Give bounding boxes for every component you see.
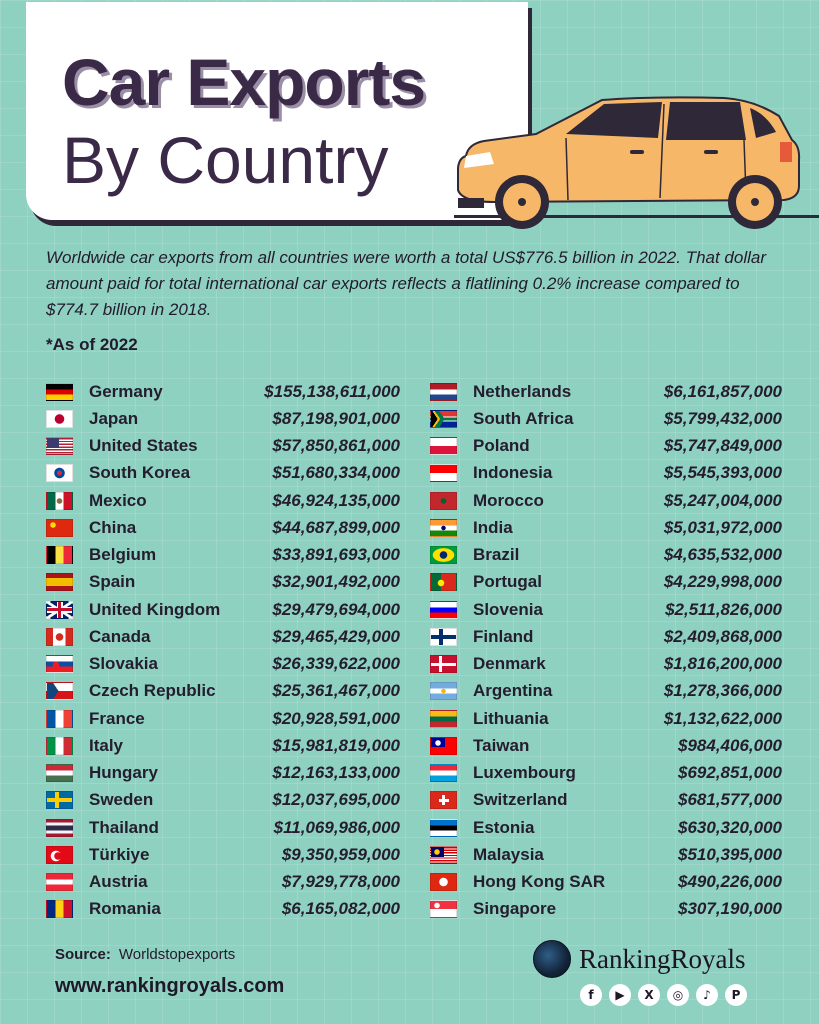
argentina-flag-icon bbox=[430, 682, 457, 700]
luxembourg-flag-icon bbox=[430, 764, 457, 782]
list-item bbox=[430, 869, 782, 896]
export-value: $155,138,611,000 bbox=[264, 381, 400, 401]
country-name: Belgium bbox=[89, 545, 157, 565]
list-item bbox=[46, 433, 400, 460]
taiwan-flag-icon bbox=[430, 737, 457, 755]
export-value: $5,247,004,000 bbox=[663, 490, 782, 510]
country-name: Sweden bbox=[89, 790, 154, 810]
country-name: Slovenia bbox=[473, 599, 543, 619]
czech-flag-icon bbox=[46, 682, 73, 700]
export-value: $307,190,000 bbox=[678, 899, 782, 919]
country-name: South Africa bbox=[473, 408, 574, 428]
intro-paragraph: Worldwide car exports from all countries were worth a total US$776.5 billion in 2022. That dollar amount paid for total international car exports reflects a flatlining 0.2% increase compared to $774.7 billion in 2018. bbox=[46, 248, 767, 319]
list-item bbox=[46, 460, 400, 487]
instagram-icon[interactable]: ◎ bbox=[667, 984, 689, 1006]
list-item bbox=[430, 814, 782, 841]
list-item bbox=[430, 514, 782, 541]
japan-flag-icon bbox=[46, 410, 73, 428]
country-name: Morocco bbox=[473, 490, 544, 510]
export-value: $57,850,861,000 bbox=[272, 436, 400, 456]
export-value: $5,747,849,000 bbox=[663, 436, 782, 456]
export-value: $5,545,393,000 bbox=[663, 463, 782, 483]
source-label: Source: bbox=[55, 946, 111, 963]
list-item bbox=[430, 623, 782, 650]
export-value: $32,901,492,000 bbox=[272, 572, 400, 592]
export-value: $11,069,986,000 bbox=[273, 817, 400, 837]
left-country-list bbox=[46, 378, 400, 923]
export-value: $5,799,432,000 bbox=[663, 408, 782, 428]
hungary-flag-icon bbox=[46, 764, 73, 782]
export-value: $5,031,972,000 bbox=[663, 517, 782, 537]
list-item bbox=[430, 542, 782, 569]
social-links bbox=[580, 984, 754, 1006]
brazil-flag-icon bbox=[430, 546, 457, 564]
list-item bbox=[430, 651, 782, 678]
country-name: South Korea bbox=[89, 463, 191, 483]
sweden-flag-icon bbox=[46, 791, 73, 809]
list-item bbox=[430, 405, 782, 432]
list-item bbox=[46, 542, 400, 569]
belgium-flag-icon bbox=[46, 546, 73, 564]
list-item bbox=[430, 460, 782, 487]
export-value: $9,350,959,000 bbox=[281, 844, 400, 864]
list-item bbox=[430, 378, 782, 405]
list-item bbox=[430, 760, 782, 787]
export-value: $630,320,000 bbox=[678, 817, 782, 837]
country-name: Malaysia bbox=[473, 844, 544, 864]
france-flag-icon bbox=[46, 710, 73, 728]
list-item bbox=[430, 732, 782, 759]
export-value: $681,577,000 bbox=[678, 790, 782, 810]
malaysia-flag-icon bbox=[430, 846, 457, 864]
canada-flag-icon bbox=[46, 628, 73, 646]
indonesia-flag-icon bbox=[430, 464, 457, 482]
list-item bbox=[46, 705, 400, 732]
page-subtitle: By Country bbox=[62, 123, 389, 197]
as-of-note: *As of 2022 bbox=[46, 335, 138, 354]
romania-flag-icon bbox=[46, 900, 73, 918]
slovakia-flag-icon bbox=[46, 655, 73, 673]
south-africa-flag-icon bbox=[430, 410, 457, 428]
list-item bbox=[46, 814, 400, 841]
country-name: Portugal bbox=[473, 572, 542, 592]
italy-flag-icon bbox=[46, 737, 73, 755]
globe-icon bbox=[533, 940, 571, 978]
country-name: Thailand bbox=[89, 817, 159, 837]
export-value: $7,929,778,000 bbox=[281, 872, 400, 892]
list-item bbox=[430, 433, 782, 460]
country-name: Hungary bbox=[89, 763, 158, 783]
export-value: $2,409,868,000 bbox=[663, 626, 782, 646]
list-item bbox=[46, 787, 400, 814]
car-illustration bbox=[454, 94, 819, 234]
china-flag-icon bbox=[46, 519, 73, 537]
export-value: $984,406,000 bbox=[678, 735, 782, 755]
list-item bbox=[430, 787, 782, 814]
usa-flag-icon bbox=[46, 437, 73, 455]
export-value: $25,361,467,000 bbox=[272, 681, 400, 701]
export-value: $4,229,998,000 bbox=[663, 572, 782, 592]
export-value: $6,161,857,000 bbox=[663, 381, 782, 401]
country-name: Finland bbox=[473, 626, 534, 646]
country-name: India bbox=[473, 517, 513, 537]
country-name: Slovakia bbox=[89, 654, 158, 674]
germany-flag-icon bbox=[46, 383, 73, 401]
list-item bbox=[46, 623, 400, 650]
portugal-flag-icon bbox=[430, 573, 457, 591]
country-name: United Kingdom bbox=[89, 599, 221, 619]
export-value: $29,465,429,000 bbox=[272, 626, 400, 646]
export-value: $29,479,694,000 bbox=[272, 599, 400, 619]
page-title: Car Exports bbox=[62, 45, 426, 119]
right-country-list bbox=[430, 378, 782, 923]
spain-flag-icon bbox=[46, 573, 73, 591]
list-item bbox=[46, 732, 400, 759]
export-value: $1,278,366,000 bbox=[663, 681, 782, 701]
mexico-flag-icon bbox=[46, 492, 73, 510]
youtube-icon[interactable]: ▶ bbox=[609, 984, 631, 1006]
country-name: Mexico bbox=[89, 490, 147, 510]
source-line bbox=[55, 946, 235, 963]
country-name: Türkiye bbox=[89, 844, 150, 864]
country-name: Germany bbox=[89, 381, 163, 401]
export-value: $510,395,000 bbox=[678, 844, 782, 864]
switzerland-flag-icon bbox=[430, 791, 457, 809]
export-value: $2,511,826,000 bbox=[665, 599, 782, 619]
list-item bbox=[430, 841, 782, 868]
list-item bbox=[46, 405, 400, 432]
export-value: $6,165,082,000 bbox=[281, 899, 400, 919]
export-value: $46,924,135,000 bbox=[272, 490, 400, 510]
brand-name: RankingRoyals bbox=[579, 943, 746, 974]
export-value: $51,680,334,000 bbox=[272, 463, 400, 483]
country-name: Netherlands bbox=[473, 381, 572, 401]
turkiye-flag-icon bbox=[46, 846, 73, 864]
list-item bbox=[46, 678, 400, 705]
hong-kong-flag-icon bbox=[430, 873, 457, 891]
export-value: $4,635,532,000 bbox=[663, 545, 782, 565]
country-name: China bbox=[89, 517, 137, 537]
list-item bbox=[430, 705, 782, 732]
website-link[interactable]: www.rankingroyals.com bbox=[55, 975, 285, 997]
export-value: $1,816,200,000 bbox=[663, 654, 782, 674]
export-value: $15,981,819,000 bbox=[272, 735, 400, 755]
country-name: Austria bbox=[89, 872, 148, 892]
tiktok-icon[interactable]: ♪ bbox=[696, 984, 718, 1006]
thailand-flag-icon bbox=[46, 819, 73, 837]
list-item bbox=[46, 487, 400, 514]
export-value: $20,928,591,000 bbox=[272, 708, 400, 728]
list-item bbox=[46, 569, 400, 596]
country-name: Lithuania bbox=[473, 708, 549, 728]
export-value: $12,037,695,000 bbox=[272, 790, 400, 810]
source-value: Worldstopexports bbox=[118, 946, 236, 963]
country-name: Estonia bbox=[473, 817, 535, 837]
country-name: Denmark bbox=[473, 654, 546, 674]
country-name: Japan bbox=[89, 408, 139, 428]
export-value: $692,851,000 bbox=[678, 763, 782, 783]
estonia-flag-icon bbox=[430, 819, 457, 837]
country-name: Italy bbox=[89, 735, 124, 755]
export-value: $33,891,693,000 bbox=[272, 545, 400, 565]
singapore-flag-icon bbox=[430, 900, 457, 918]
list-item bbox=[46, 760, 400, 787]
list-item bbox=[46, 841, 400, 868]
lithuania-flag-icon bbox=[430, 710, 457, 728]
poland-flag-icon bbox=[430, 437, 457, 455]
country-name: Singapore bbox=[473, 899, 557, 919]
export-value: $87,198,901,000 bbox=[272, 408, 400, 428]
south-korea-flag-icon bbox=[46, 464, 73, 482]
country-name: Taiwan bbox=[473, 735, 530, 755]
export-value: $490,226,000 bbox=[678, 872, 782, 892]
list-item bbox=[430, 487, 782, 514]
list-item bbox=[46, 651, 400, 678]
list-item bbox=[46, 596, 400, 623]
india-flag-icon bbox=[430, 519, 457, 537]
country-name: Argentina bbox=[473, 681, 553, 701]
x-icon[interactable]: X bbox=[638, 984, 660, 1006]
list-item bbox=[430, 596, 782, 623]
list-item bbox=[46, 869, 400, 896]
country-name: Romania bbox=[89, 899, 161, 919]
country-name: Poland bbox=[473, 436, 530, 456]
country-name: Hong Kong SAR bbox=[473, 872, 606, 892]
export-value: $1,132,622,000 bbox=[663, 708, 782, 728]
list-item bbox=[46, 514, 400, 541]
country-name: Luxembourg bbox=[473, 763, 576, 783]
country-name: Czech Republic bbox=[89, 681, 216, 701]
country-name: France bbox=[89, 708, 145, 728]
austria-flag-icon bbox=[46, 873, 73, 891]
morocco-flag-icon bbox=[430, 492, 457, 510]
country-name: Indonesia bbox=[473, 463, 553, 483]
pinterest-icon[interactable]: P bbox=[725, 984, 747, 1006]
finland-flag-icon bbox=[430, 628, 457, 646]
country-name: United States bbox=[89, 436, 198, 456]
export-value: $44,687,899,000 bbox=[272, 517, 400, 537]
export-value: $26,339,622,000 bbox=[272, 654, 400, 674]
country-name: Brazil bbox=[473, 545, 520, 565]
export-value: $12,163,133,000 bbox=[272, 763, 400, 783]
list-item bbox=[430, 896, 782, 923]
denmark-flag-icon bbox=[430, 655, 457, 673]
brand-logo bbox=[533, 940, 746, 978]
list-item bbox=[430, 678, 782, 705]
facebook-icon[interactable]: f bbox=[580, 984, 602, 1006]
list-item bbox=[430, 569, 782, 596]
country-name: Switzerland bbox=[473, 790, 568, 810]
netherlands-flag-icon bbox=[430, 383, 457, 401]
country-name: Spain bbox=[89, 572, 136, 592]
list-item bbox=[46, 896, 400, 923]
uk-flag-icon bbox=[46, 601, 73, 619]
slovenia-flag-icon bbox=[430, 601, 457, 619]
list-item bbox=[46, 378, 400, 405]
country-name: Canada bbox=[89, 626, 151, 646]
